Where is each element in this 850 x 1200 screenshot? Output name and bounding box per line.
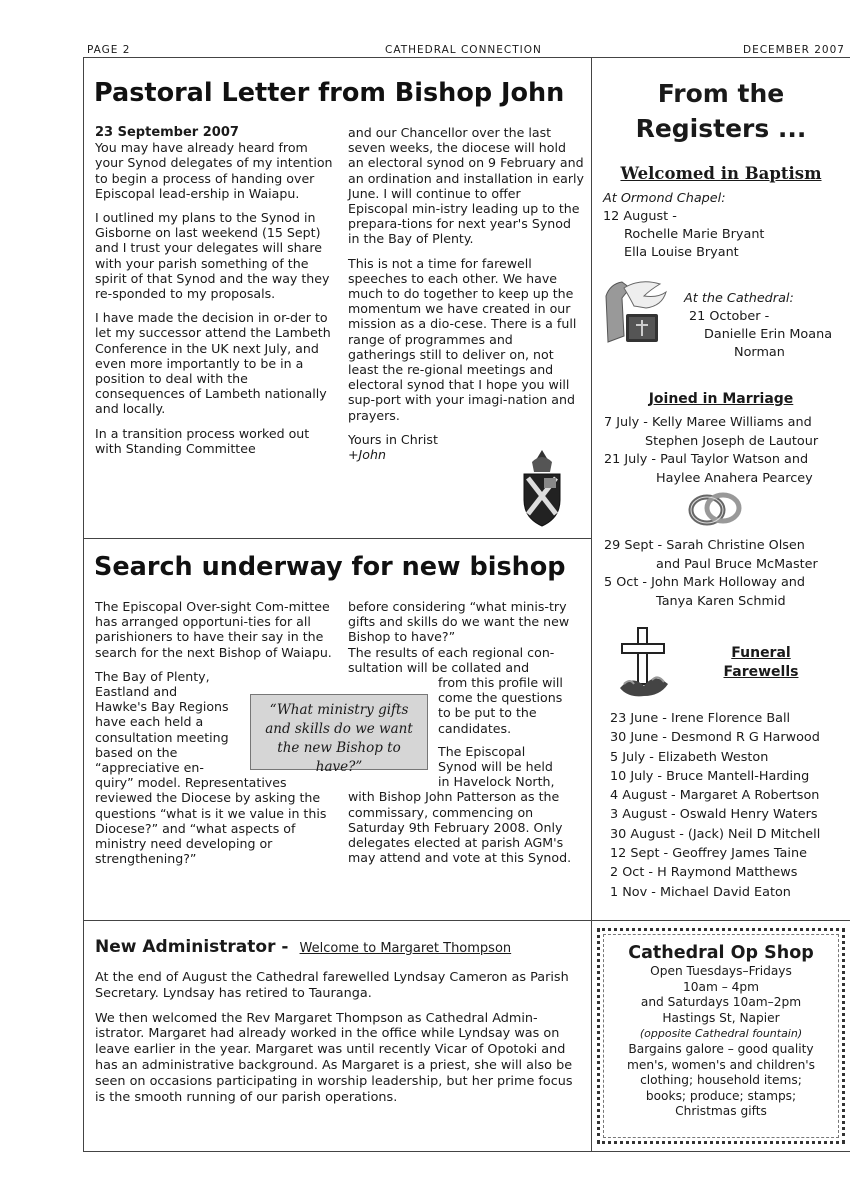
marriage-entry: 5 Oct - John Mark Holloway and <box>604 575 806 590</box>
funeral-entry: 2 Oct - H Raymond Matthews <box>610 865 798 881</box>
marriage-list-bottom <box>604 537 846 611</box>
baptism-venue: At the Cathedral: <box>684 291 794 306</box>
text-line: The Episcopal <box>438 743 526 759</box>
letter-date: 23 September 2007 <box>95 125 239 140</box>
baptism-name: Norman <box>734 345 785 360</box>
search-paragraph: before considering “what minis-try gifts and skills do we want the new Bishop to have?” <box>348 599 570 645</box>
text-line: Synod will be held <box>438 759 553 775</box>
search-section-title: Search underway for new bishop <box>94 552 566 582</box>
marriage-entry: Haylee Anahera Pearcey <box>656 470 813 486</box>
funeral-entry: 23 June - Irene Florence Ball <box>610 711 791 726</box>
pastoral-paragraph: This is not a time for farewell speeches to each other. We have much to do together to keep up the momentum we have created in our mission as a dio-cese. There is a full range of programmes and gatherings still to deliver on, not least the re-gional meetings and electoral synod that I hope you will sup-port with your imagi-nation and prayers. <box>348 255 577 423</box>
marriage-list-top <box>604 414 846 488</box>
admin-subtitle: Welcome to Margaret Thompson <box>299 941 512 956</box>
section-divider-2 <box>83 920 850 921</box>
baptism-list-2 <box>684 290 844 362</box>
baptism-date: 21 October - <box>689 309 770 324</box>
publication-name: CATHEDRAL CONNECTION <box>385 44 542 56</box>
marriage-entry: and Paul Bruce McMaster <box>656 556 818 572</box>
funeral-heading-line: Farewells <box>723 664 799 680</box>
registers-title-line: From the <box>657 79 785 108</box>
pull-quote: “What ministry gifts and skills do we want the new Bishop to have?” <box>250 694 428 770</box>
baptism-list <box>603 190 843 262</box>
opshop-line: books; produce; stamps; <box>645 1088 797 1103</box>
marriage-entry: 7 July - Kelly Maree Williams and <box>604 415 812 430</box>
opshop-line: Bargains galore – good quality <box>628 1041 814 1056</box>
marriage-heading: Joined in Marriage <box>648 391 794 407</box>
marriage-entry: 21 July - Paul Taylor Watson and <box>604 452 809 467</box>
page-number: PAGE 2 <box>87 44 131 56</box>
opshop-details <box>606 964 836 1120</box>
baptism-heading: Welcomed in Baptism <box>620 164 822 183</box>
marriage-entry: Tanya Karen Schmid <box>656 593 786 609</box>
baptism-date: 12 August - <box>603 209 677 224</box>
pastoral-paragraph: You may have already heard from your Synod delegates of my intention to begin a process of handing over Episcopal lead-ership in Waiapu. <box>95 140 333 201</box>
issue-date: DECEMBER 2007 <box>743 44 845 56</box>
header-rule <box>83 57 850 58</box>
funeral-entry: 30 June - Desmond R G Harwood <box>610 730 820 746</box>
text-line: “appreciative en- <box>95 760 204 776</box>
text-line: have each held a <box>95 714 204 730</box>
opshop-line: clothing; household items; <box>640 1073 802 1088</box>
frame-left <box>83 57 84 1152</box>
text-line: The results of each regional con- <box>348 644 555 660</box>
registers-title <box>592 76 850 146</box>
text-line: The Bay of Plenty, <box>95 668 210 684</box>
text-line: to be put to the <box>438 705 537 721</box>
funeral-entry: 1 Nov - Michael David Eaton <box>610 884 791 900</box>
search-paragraph: quiry” model. Representatives reviewed the Diocese by asking the questions “what is it we value in this Diocese?” and “what aspects of ministry need developing or strengthening?” <box>95 775 327 867</box>
text-line: Hawke's Bay Regions <box>95 699 229 715</box>
admin-title: New Administrator - <box>95 937 289 957</box>
pastoral-paragraph: and our Chancellor over the last seven weeks, the diocese will hold an electoral synod on 9 February and an ordination and installation in early June. I will continue to offer Episcopal min-istry leading up to the prepara-tions for next year's Synod in the Bay of Plenty. <box>348 125 584 247</box>
admin-paragraph: We then welcomed the Rev Margaret Thompson as Cathedral Admin-istrator. Margaret had already worked in the office while Lyndsay was on leave earlier in the year. Margaret was until recently Vicar of Opotoki and has an administrative background. As Margaret is a priest, she will also be seen on occasions participating in worship leadership, but her prime focus is the smooth running of our parish operations. <box>95 1010 573 1105</box>
sidebar-divider <box>591 57 592 1152</box>
text-line: consultation meeting <box>95 729 229 745</box>
wedding-rings-icon <box>683 488 747 528</box>
pastoral-paragraph: In a transition process worked out with Standing Committee <box>95 425 310 456</box>
opshop-line: Christmas gifts <box>675 1104 767 1119</box>
opshop-note: (opposite Cathedral fountain) <box>639 1027 803 1041</box>
opshop-title: Cathedral Op Shop <box>628 943 814 963</box>
letter-signature: +John <box>348 447 386 463</box>
opshop-line: Open Tuesdays–Fridays <box>650 964 792 978</box>
funeral-entry: 30 August - (Jack) Neil D Mitchell <box>610 826 821 842</box>
opshop-line: 10am – 4pm <box>682 979 760 994</box>
funeral-entry: 5 July - Elizabeth Weston <box>610 749 769 765</box>
funeral-entry: 12 Sept - Geoffrey James Taine <box>610 846 807 862</box>
baptism-name: Rochelle Marie Bryant <box>624 227 765 242</box>
text-line: come the questions <box>438 690 563 706</box>
marriage-entry: Stephen Joseph de Lautour <box>645 433 819 449</box>
pastoral-column-2 <box>348 125 584 462</box>
marriage-entry: 29 Sept - Sarah Christine Olsen <box>604 538 805 553</box>
pastoral-letter-title: Pastoral Letter from Bishop John <box>94 78 565 108</box>
baptism-name: Ella Louise Bryant <box>624 245 739 260</box>
opshop-content <box>606 942 836 1120</box>
funeral-list <box>610 709 846 902</box>
text-line: Eastland and <box>95 684 178 700</box>
text-line: from this profile will <box>438 675 563 691</box>
funeral-entry: 10 July - Bruce Mantell-Harding <box>610 768 810 784</box>
baptism-name: Danielle Erin Moana <box>704 327 833 342</box>
section-divider-1 <box>83 538 591 539</box>
search-paragraph: The Episcopal Over-sight Com-mittee has arranged opportuni-ties for all parishioners to have their say in the search for the next Bishop of Waiapu. <box>95 599 332 660</box>
funeral-heading <box>706 644 816 682</box>
funeral-entry: 3 August - Oswald Henry Waters <box>610 807 818 823</box>
text-line: candidates. <box>438 720 512 736</box>
opshop-line: men's, women's and children's <box>626 1057 816 1072</box>
pastoral-column-1 <box>95 125 335 465</box>
admin-paragraph: At the end of August the Cathedral farewelled Lyndsay Cameron as Parish Secretary. Lyndsay has retired to Tauranga. <box>95 970 569 1001</box>
dove-bible-icon <box>600 278 678 348</box>
pastoral-paragraph: I have made the decision in or-der to let my successor attend the Lambeth Conference in the UK next July, and even more importantly to be in a position to deal with the consequences of Lambeth nationally and locally. <box>95 310 331 417</box>
opshop-line: and Saturdays 10am–2pm <box>640 995 802 1010</box>
funeral-heading-line: Funeral <box>731 645 791 661</box>
admin-heading <box>95 937 585 957</box>
letter-signoff: Yours in Christ <box>348 431 438 447</box>
text-line: based on the <box>95 744 178 760</box>
frame-bottom <box>83 1151 850 1152</box>
search-paragraph: with Bishop John Patterson as the commissary, commencing on Saturday 9th February 2008. Only delegates elected at parish AGM's may attend and vote at this Synod. <box>348 789 572 866</box>
admin-body <box>95 970 585 1114</box>
cross-lilies-icon <box>614 624 674 700</box>
text-line: in Havelock North, <box>438 774 555 790</box>
funeral-entry: 4 August - Margaret A Robertson <box>610 788 820 804</box>
baptism-venue: At Ormond Chapel: <box>603 191 726 206</box>
text-line: sultation will be collated and <box>348 659 530 675</box>
registers-title-line: Registers ... <box>635 114 807 143</box>
opshop-line: Hastings St, Napier <box>662 1010 780 1025</box>
diocese-shield-icon <box>518 448 566 528</box>
pastoral-paragraph: I outlined my plans to the Synod in Gisborne on last weekend (15 Sept) and I trust your delegates will share with your parish something of the spirit of that Synod and the way they re-sponded to my proposals. <box>95 210 330 302</box>
